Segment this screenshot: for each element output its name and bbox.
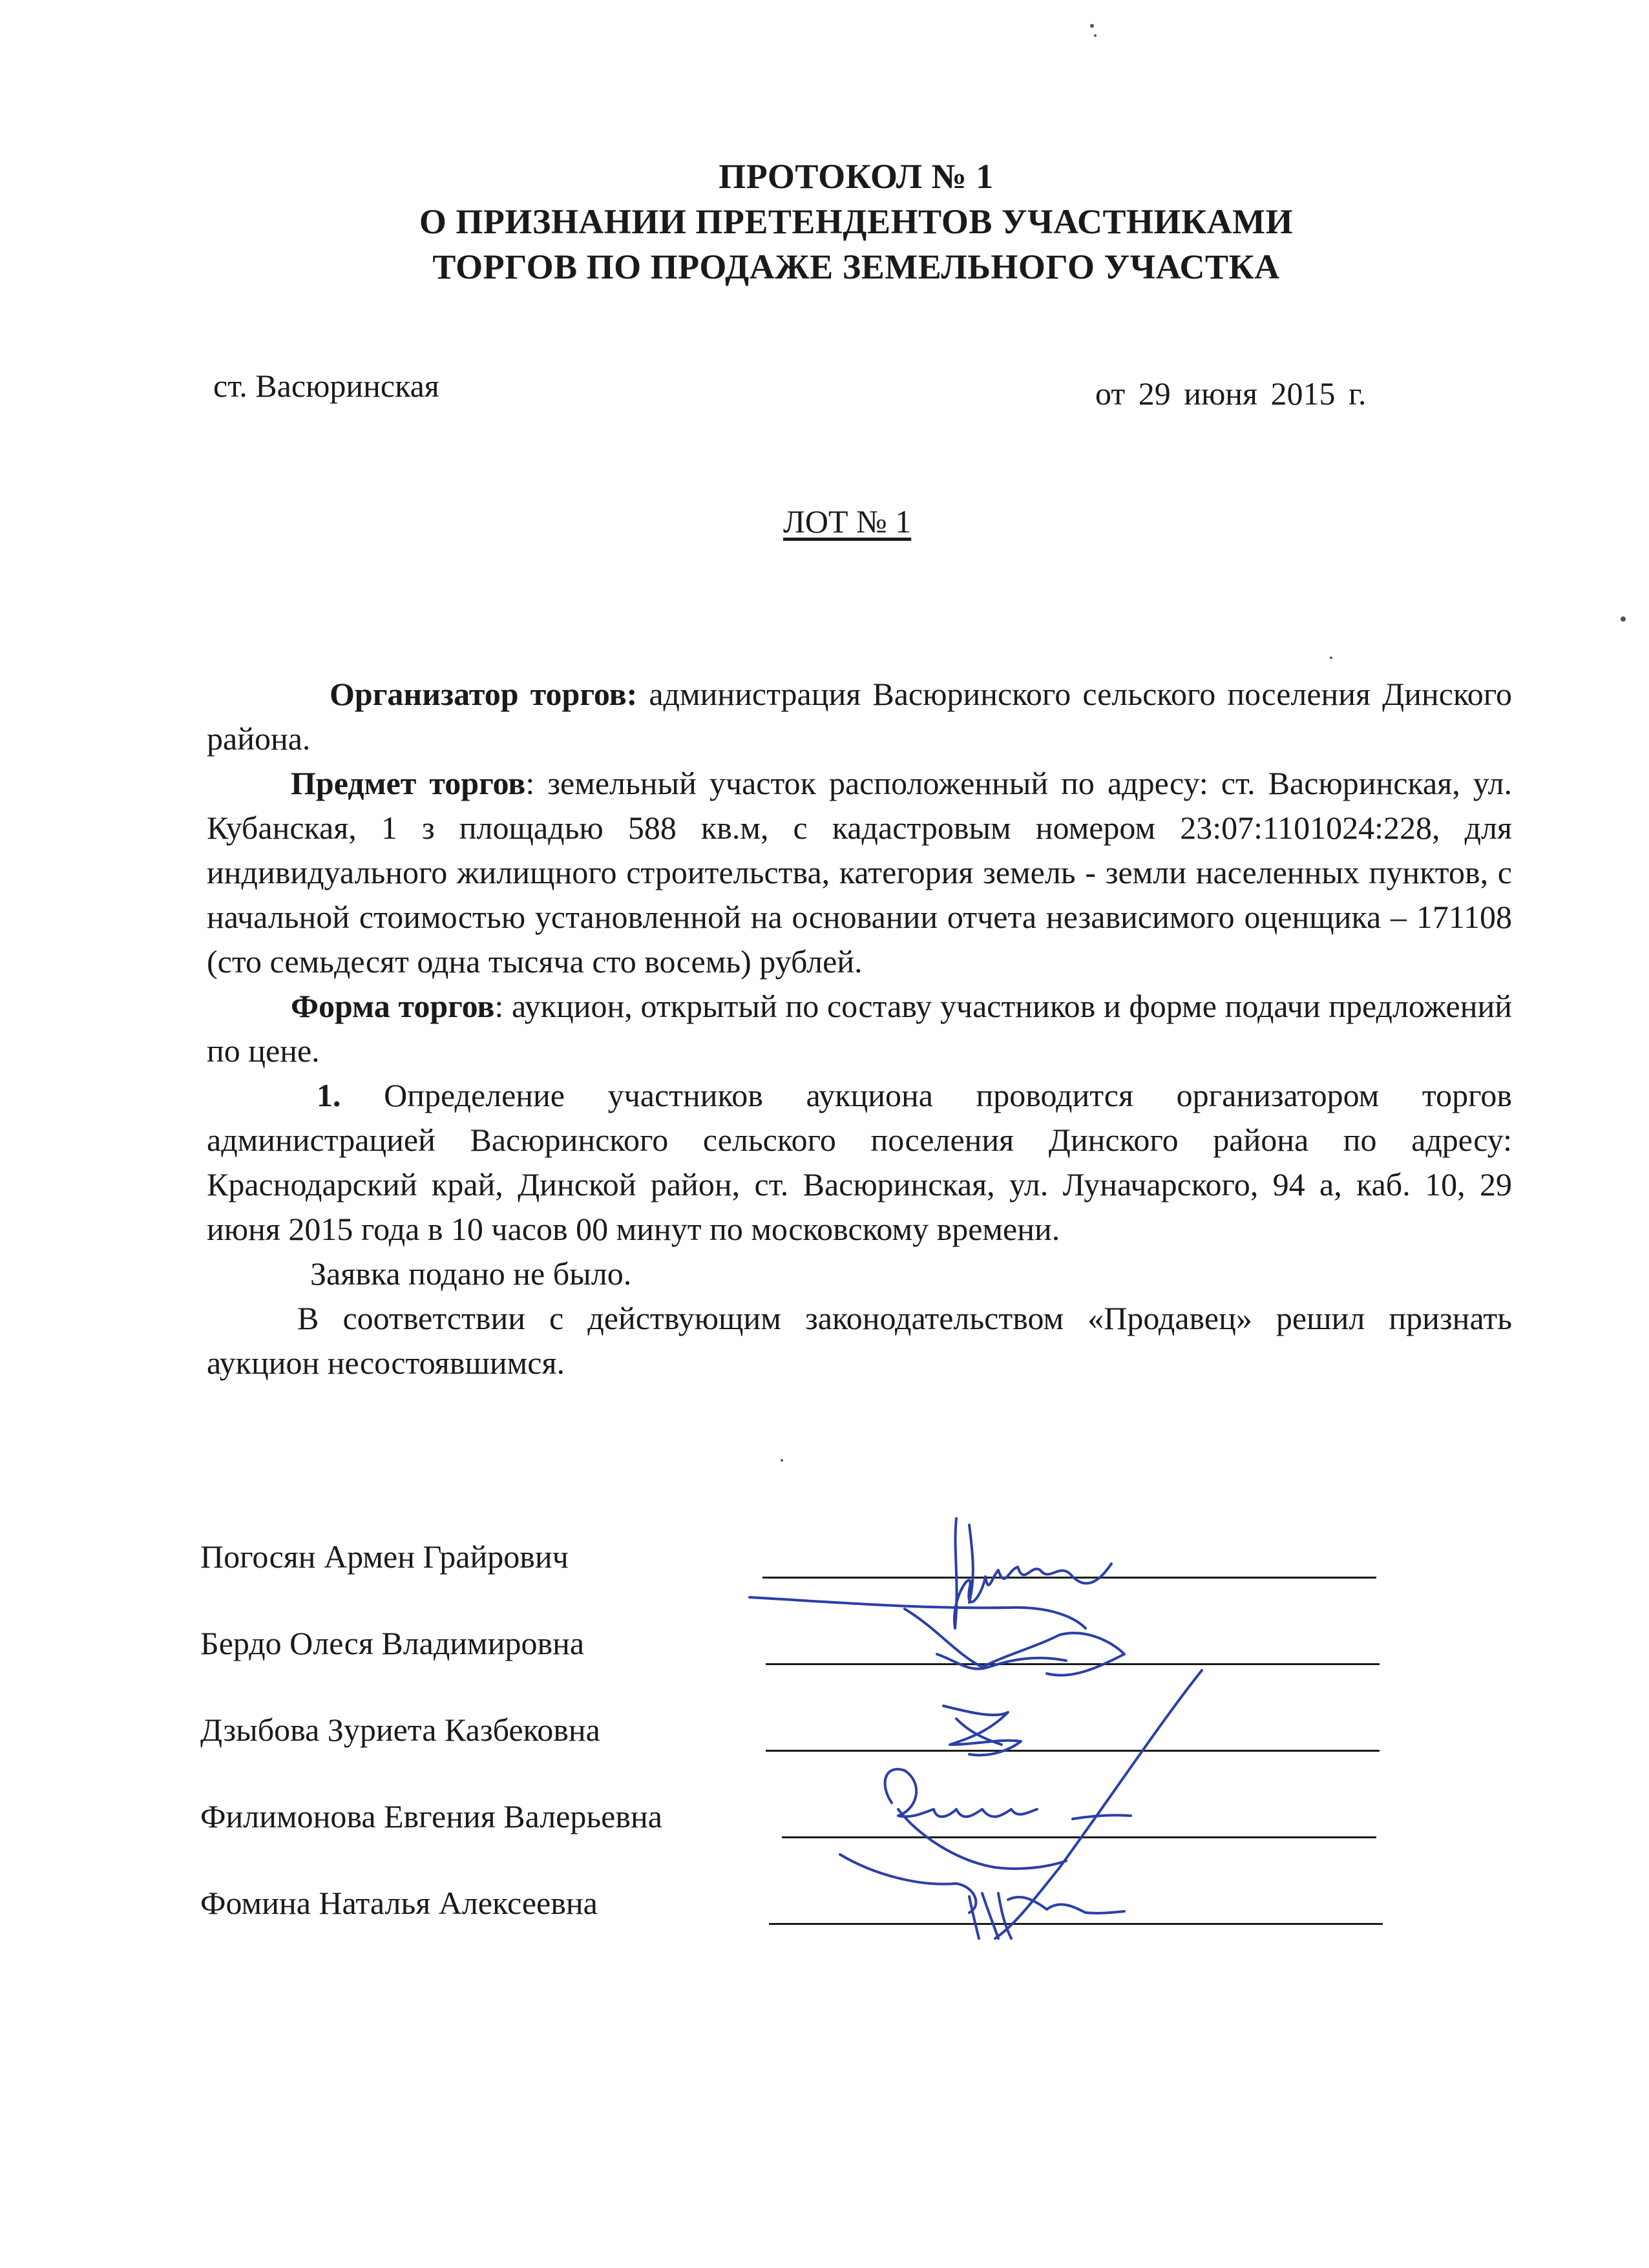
signer-name: Бердо Олеся Владимировна <box>200 1625 585 1661</box>
form-paragraph <box>207 984 1512 1073</box>
document-title <box>0 154 1649 289</box>
organizer-text: администрация Васюринского сельского поселения Динского района. <box>207 676 1512 757</box>
signer-name: Филимонова Евгения Валерьевна <box>200 1798 662 1834</box>
form-label: Форма торгов <box>291 988 495 1024</box>
signer-row <box>200 1798 1428 1884</box>
subject-text: : земельный участок расположенный по адресу: ст. Васюринская, ул. Кубанская, 1 з площадью 588 кв.м, с кадастровым номером 23:07:1101024:228, для индивидуального жилищного строительства, категория земель - земли населенных пунктов, с начальной стоимостью установленной на основании отчета независимого оценщика – 171108 (сто семьдесят одна тысяча сто восемь) рублей. <box>207 765 1512 980</box>
signer-name: Погосян Армен Грайрович <box>200 1538 569 1575</box>
no-applications-paragraph: Заявка подано не было. <box>310 1255 632 1292</box>
place: ст. Васюринская <box>213 368 439 404</box>
item1-text: Определение участников аукциона проводится организатором торгов администрацией Васюринского сельского поселения Динского района по адресу: Краснодарский край, Динской район, ст. Васюринская, ул. Луначарского, 94 а, каб. 10, 29 июня 2015 года в 10 часов 00 минут по московскому времени. <box>207 1077 1512 1247</box>
signature-line <box>766 1750 1380 1752</box>
signature-line <box>769 1923 1383 1925</box>
organizer-paragraph <box>207 672 1512 761</box>
organizer-label: Организатор торгов: <box>330 676 638 712</box>
signature-line <box>766 1663 1380 1665</box>
document-body <box>207 672 1512 1385</box>
signer-name: Фомина Наталья Алексеевна <box>200 1885 598 1921</box>
conclusion-paragraph: В соответствии с действующим законодательством «Продавец» решил признать аукцион несостоявшимся. <box>207 1300 1512 1381</box>
signers-block <box>200 1538 1428 1971</box>
date: от 29 июня 2015 г. <box>1095 375 1367 412</box>
item1-paragraph <box>207 1073 1512 1252</box>
signer-row <box>200 1538 1428 1624</box>
form-text: : аукцион, открытый по составу участников и форме подачи предложений по цене. <box>207 988 1513 1069</box>
signer-row <box>200 1711 1428 1798</box>
title-line-1: ПРОТОКОЛ № 1 <box>719 157 994 196</box>
item1-number: 1. <box>317 1077 341 1113</box>
signer-row <box>200 1884 1428 1971</box>
subject-paragraph <box>207 761 1512 984</box>
subject-label: Предмет торгов <box>291 765 526 801</box>
signature-line <box>762 1577 1376 1579</box>
lot-number: ЛОТ № 1 <box>783 503 912 540</box>
signature-line <box>782 1836 1376 1838</box>
signer-name: Дзыбова Зуриета Казбековна <box>200 1712 600 1748</box>
title-line-2: О ПРИЗНАНИИ ПРЕТЕНДЕНТОВ УЧАСТНИКАМИ <box>419 202 1294 241</box>
signer-row <box>200 1624 1428 1711</box>
title-line-3: ТОРГОВ ПО ПРОДАЖЕ ЗЕМЕЛЬНОГО УЧАСТКА <box>432 247 1280 286</box>
